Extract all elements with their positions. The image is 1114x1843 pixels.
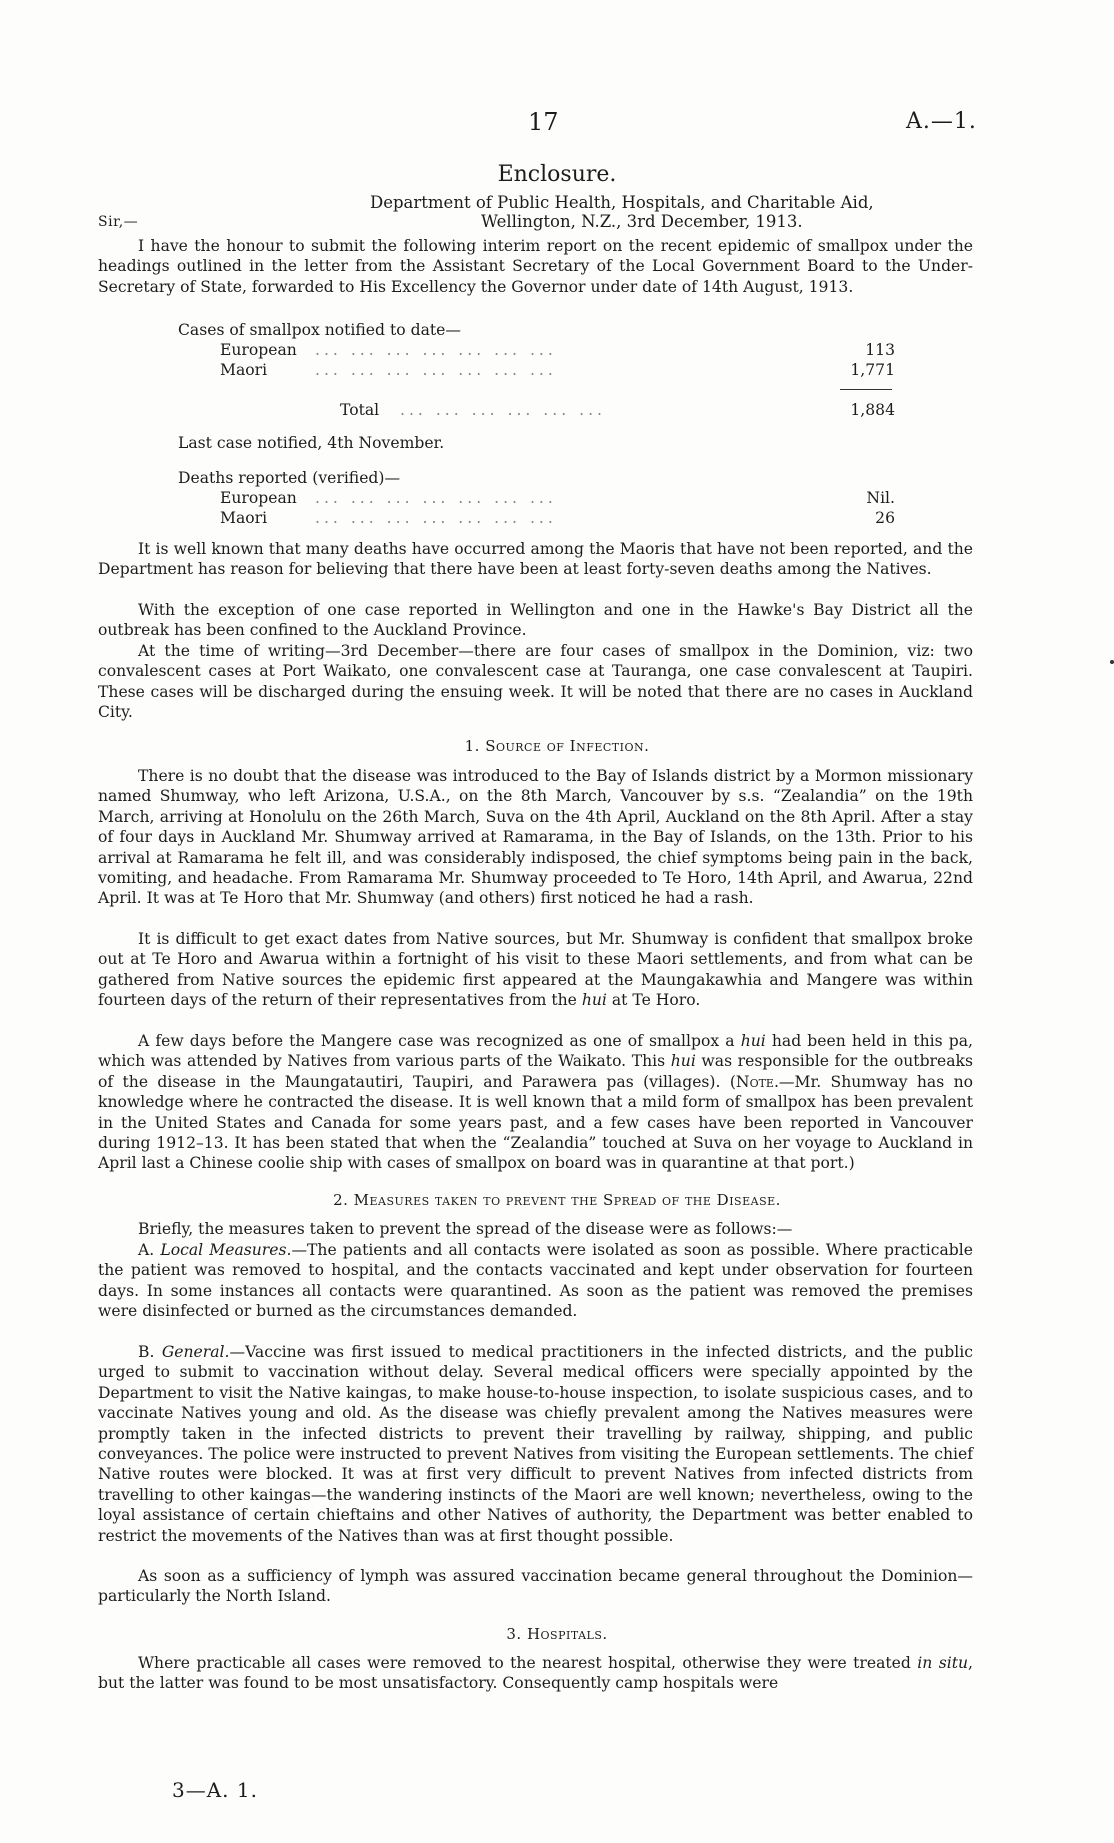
salutation: Sir,— [98, 214, 139, 230]
hui-term: hui [740, 1032, 766, 1050]
paragraph-hui-spread: A few days before the Mangere case was recognized as one of smallpox a hui had been held in this pa, which was attended by Natives from various parts of the Waikato. This hui was responsible for the outbreaks of the disease in the Maungatautiri, Taupiri, and Parawera pas (villages). (Note.—Mr. Shumway has no knowledge where he contracted the disease. It is well known that a mild form of smallpox has been prevalent in the United States and Canada for some years past, and a few cases have been reported in Vancouver during 1912–13. It has been stated that when the “Zealandia” touched at Suva on her voyage to Auckland in April last a Chinese coolie ship with cases of smallpox on board was in quarantine at that port.) [98, 1032, 974, 1173]
paragraph-local-measures: A. Local Measures.—The patients and all contacts were isolated as soon as possible. Where practicable the patient was removed to hospital, and the contacts vaccinated and kept under observation for fourteen days. In some instances all contacts were quarantined. As soon as the patient was removed the premises were disinfected or burned as the circumstances demanded. [98, 1241, 973, 1321]
section-heading-source: 1. Source of Infection. [464, 737, 650, 755]
total-rule [840, 389, 892, 390]
cases-row-maori [220, 360, 895, 380]
general-title: General. [161, 1343, 230, 1361]
department-line: Department of Public Health, Hospitals, and Charitable Aid, [370, 193, 874, 212]
deaths-value: Nil. [866, 489, 895, 507]
footer-reference: 3—A. 1. [172, 1778, 258, 1802]
cases-label: European [220, 341, 297, 359]
cases-value: 113 [865, 341, 895, 359]
intro-paragraph: I have the honour to submit the following interim report on the recent epidemic of smallpox under the headings outlined in the letter from the Assistant Secretary of the Local Government Board to the Under-Secretary of State, forwarded to His Excellency the Governor under date of 14th August, 1913. [98, 237, 973, 296]
page-number: 17 [528, 108, 559, 136]
place-date-line: Wellington, N.Z., 3rd December, 1913. [481, 212, 803, 231]
paragraph-vaccination: As soon as a sufficiency of lymph was assured vaccination became general throughout the Dominion—particularly the North Island. [98, 1567, 973, 1606]
paragraph-general-measures: B. General.—Vaccine was first issued to medical practitioners in the infected districts, and the public urged to submit to vaccination without delay. Several medical officers were specially appointed by the Department to visit the Native kaingas, to make house-to-house inspection, to isolate suspicious cases, and to vaccinate Natives young and old. As the disease was chiefly prevalent among the Natives measures were promptly taken in the infected districts to prevent their travelling by railway, shipping, and public conveyances. The police were instructed to prevent Natives from visiting the European settlements. The chief Native routes were blocked. It was at first very difficult to prevent Natives from infected districts from travelling to other kaingas—the wandering instincts of the Maori are well known; nevertheless, owing to the loyal assistance of certain chieftains and other Natives of authority, the Department was better enabled to restrict the movements of the Natives than was at first thought possible. [98, 1343, 974, 1545]
cases-label: Maori [220, 361, 268, 379]
document-reference: A.—1. [906, 109, 977, 134]
paragraph-hospitals: Where practicable all cases were removed to the nearest hospital, otherwise they were treated in situ, but the latter was found to be most unsatisfactory. Consequently camp hospitals were [98, 1654, 973, 1693]
paragraph-measures-intro: Briefly, the measures taken to prevent the spread of the disease were as follows:— [138, 1220, 793, 1238]
margin-speck [1110, 660, 1114, 664]
paragraph-current-cases: At the time of writing—3rd December—there are four cases of smallpox in the Dominion, viz: two convalescent cases at Port Waikato, one convalescent case at Tauranga, one case convalescent at Taupiri. These cases will be discharged during the ensuing week. It will be noted that there are no cases in Auckland City. [98, 642, 973, 722]
paragraph-deaths-note: It is well known that many deaths have occurred among the Maoris that have not been reported, and the Department has reason for believing that there have been at least forty-seven deaths among the Natives. [98, 540, 973, 579]
section-heading-hospitals: 3. Hospitals. [506, 1625, 608, 1643]
cases-row-european [220, 340, 895, 360]
cases-total-row [340, 400, 895, 420]
total-label: Total [340, 401, 380, 419]
deaths-heading: Deaths reported (verified)— [178, 469, 401, 487]
deaths-row-maori [220, 508, 895, 528]
cases-heading: Cases of smallpox notified to date— [178, 321, 461, 339]
hui-term: hui [670, 1052, 696, 1071]
deaths-value: 26 [875, 509, 895, 527]
paragraph-province: With the exception of one case reported in Wellington and one in the Hawke's Bay District all the outbreak has been confined to the Auckland Province. [98, 601, 973, 640]
leader-dots: ... ... ... ... ... ... ... [315, 489, 557, 507]
leader-dots: ... ... ... ... ... ... ... [315, 361, 557, 379]
hui-term: hui [581, 991, 607, 1010]
leader-dots: ... ... ... ... ... ... ... [315, 509, 557, 527]
deaths-label: European [220, 489, 297, 507]
last-case-line: Last case notified, 4th November. [178, 434, 445, 452]
paragraph-outbreak-dates: It is difficult to get exact dates from Native sources, but Mr. Shumway is confident that smallpox broke out at Te Horo and Awarua within a fortnight of his visit to these Maori settlements, and from what can be gathered from Native sources the epidemic first appeared at the Maungakawhia and Mangere was within fourteen days of the return of their representatives from the hui at Te Horo. [98, 930, 973, 1010]
leader-dots: ... ... ... ... ... ... [400, 401, 607, 419]
local-measures-title: Local Measures. [160, 1241, 292, 1259]
total-value: 1,884 [850, 401, 895, 419]
leader-dots: ... ... ... ... ... ... ... [315, 341, 557, 359]
paragraph-introduction-of-disease: There is no doubt that the disease was introduced to the Bay of Islands district by a Mormon missionary named Shumway, who left Arizona, U.S.A., on the 8th March, Vancouver by s.s. “Zealandia” on the 19th March, arriving at Honolulu on the 26th March, Suva on the 4th April, Auckland on the 8th April. After a stay of four days in Auckland Mr. Shumway arrived at Ramarama, in the Bay of Islands, on the 13th. Prior to his arrival at Ramarama he felt ill, and was considerably indisposed, the chief symptoms being pain in the back, vomiting, and headache. From Ramarama Mr. Shumway proceeded to Te Horo, 14th April, and Awarua, 22nd April. It was at Te Horo that Mr. Shumway (and others) first noticed he had a rash. [98, 767, 973, 908]
deaths-label: Maori [220, 509, 268, 527]
section-heading-measures: 2. Measures taken to prevent the Spread of the Disease. [333, 1191, 781, 1209]
note-label: Note [735, 1072, 774, 1091]
enclosure-title: Enclosure. [497, 162, 617, 187]
deaths-row-european [220, 488, 895, 508]
in-situ-term: in situ [917, 1654, 969, 1672]
cases-value: 1,771 [850, 361, 895, 379]
